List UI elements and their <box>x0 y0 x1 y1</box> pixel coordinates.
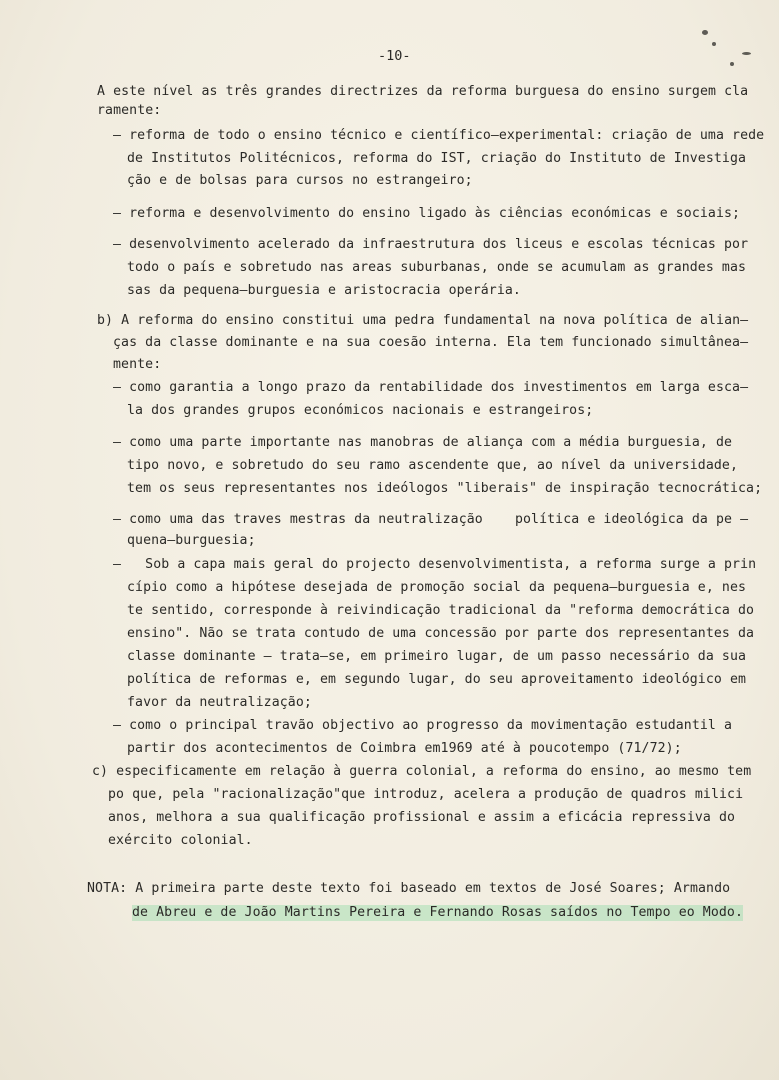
note-line: de Abreu e de João Martins Pereira e Fernando Rosas saídos no Tempo eo Modo. <box>132 905 744 920</box>
text-line: partir dos acontecimentos de Coimbra em1969 até à poucotempo (71/72); <box>127 741 682 756</box>
text-line: exército colonial. <box>108 833 253 848</box>
text-line: – reforma e desenvolvimento do ensino ligado às ciências económicas e sociais; <box>113 206 741 221</box>
text-line: mente: <box>113 357 162 372</box>
text-line: política de reformas e, em segundo lugar, do seu aproveitamento ideológico em <box>127 672 747 687</box>
text-line: – como o principal travão objectivo ao progresso da movimentação estudantil a <box>113 718 733 733</box>
text-line: classe dominante – trata–se, em primeiro lugar, de um passo necessário da sua <box>127 649 747 664</box>
ink-smudge <box>742 52 751 55</box>
text-line: – como uma das traves mestras da neutralização política e ideológica da pe – <box>113 512 749 527</box>
ink-smudge <box>730 62 734 66</box>
text-line: c) especificamente em relação à guerra colonial, a reforma do ensino, ao mesmo tem <box>92 764 752 779</box>
text-line: – como uma parte importante nas manobras de aliança com a média burguesia, de <box>113 435 733 450</box>
ink-smudge <box>702 30 708 35</box>
text-line: tem os seus representantes nos ideólogos "liberais" de inspiração tecnocrática; <box>127 481 763 496</box>
text-line: ção e de bolsas para cursos no estrangeiro; <box>127 173 473 188</box>
text-line: – como garantia a longo prazo da rentabilidade dos investimentos em larga esca– <box>113 380 749 395</box>
text-line: – Sob a capa mais geral do projecto desenvolvimentista, a reforma surge a prin <box>113 557 757 572</box>
ink-smudge <box>712 42 716 46</box>
note-line: NOTA: A primeira parte deste texto foi baseado em textos de José Soares; Armando <box>87 881 731 896</box>
text-line: ensino". Não se trata contudo de uma concessão por parte dos representantes da <box>127 626 755 641</box>
text-line: tipo novo, e sobretudo do seu ramo ascendente que, ao nível da universidade, <box>127 458 739 473</box>
text-line: te sentido, corresponde à reivindicação tradicional da "reforma democrática do <box>127 603 755 618</box>
text-line: – reforma de todo o ensino técnico e científico–experimental: criação de uma rede <box>113 128 765 143</box>
text-line: po que, pela "racionalização"que introduz, acelera a produção de quadros milici <box>108 787 744 802</box>
text-line: quena–burguesia; <box>127 533 256 548</box>
text-line: anos, melhora a sua qualificação profissional e assim a eficácia repressiva do <box>108 810 736 825</box>
text-line: sas da pequena–burguesia e aristocracia operária. <box>127 283 521 298</box>
text-line: ças da classe dominante e na sua coesão interna. Ela tem funcionado simultânea– <box>113 335 749 350</box>
text-line: – desenvolvimento acelerado da infraestrutura dos liceus e escolas técnicas por <box>113 237 749 252</box>
text-line: cípio como a hipótese desejada de promoção social da pequena–burguesia e, nes <box>127 580 747 595</box>
page-number: -10- <box>378 48 411 64</box>
text-line: de Institutos Politécnicos, reforma do IST, criação do Instituto de Investiga <box>127 151 747 166</box>
text-line: la dos grandes grupos económicos nacionais e estrangeiros; <box>127 403 594 418</box>
text-line: b) A reforma do ensino constitui uma pedra fundamental na nova política de alian– <box>97 313 749 328</box>
text-line: ramente: <box>97 103 162 118</box>
text-line: A este nível as três grandes directrizes da reforma burguesa do ensino surgem cla <box>97 84 749 99</box>
text-line: todo o país e sobretudo nas areas suburbanas, onde se acumulam as grandes mas <box>127 260 747 275</box>
text-line: favor da neutralização; <box>127 695 312 710</box>
